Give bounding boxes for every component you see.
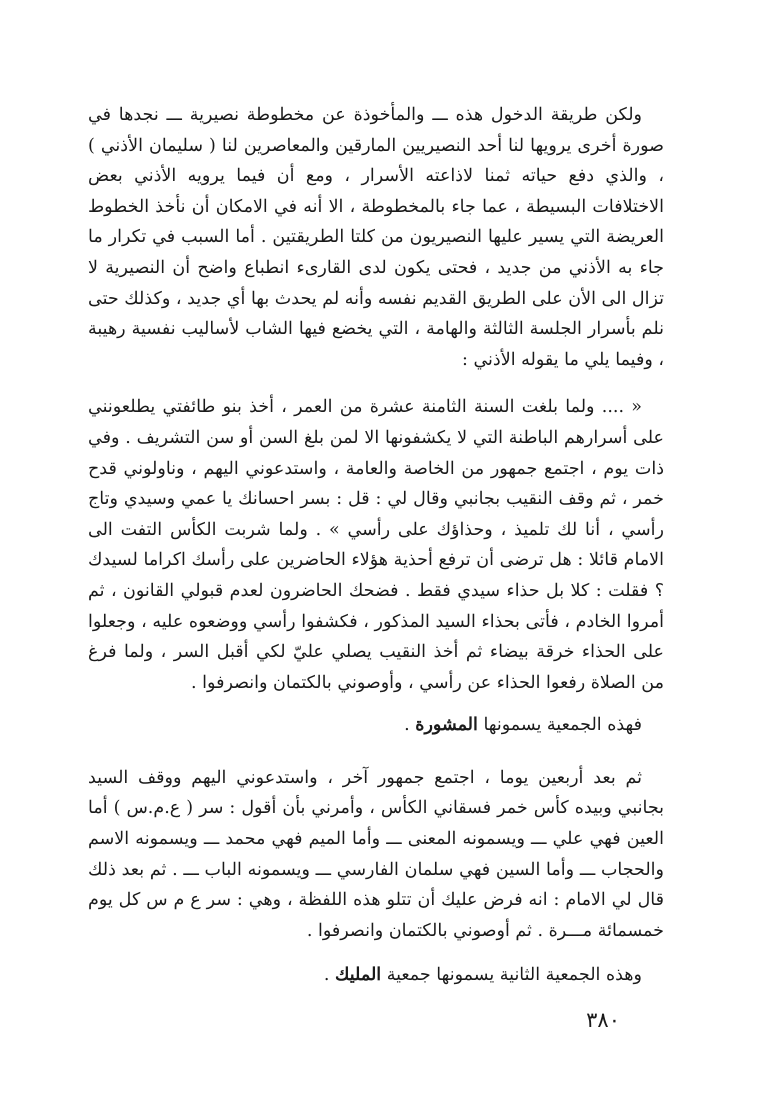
paragraph-quote: « .... ولما بلغت السنة الثامنة عشرة من العمر ، أخذ بنو طائفتي يطلعونني على أسرارهم الباطنة التي لا يكشفونها الا لمن بلغ السن أو سن التشريف . وفي ذات يوم ، اجتمع جمهور من الخاصة والعامة ، واستدعوني اليهم ، وناولوني قدح خمر ، ثم وقف النقيب بجانبي وقال لي : قل : بسر احسانك يا عمي وسيدي وتاج رأسي ، أنا لك تلميذ ، وحذاؤك على رأسي » . ولما شربت الكأس التفت الى الامام قائلا : هل ترضى أن ترفع أحذية هؤلاء الحاضرين على رأسك اكراما لسيدك ؟ فقلت : كلا بل حذاء سيدي فقط . فضحك الحاضرون لعدم قبولي القانون ، ثم أمروا الخادم ، فأتى بحذاء السيد المذكور ، فكشفوا رأسي ووضعوه عليه ، وجعلوا على الحذاء خرقة بيضاء ثم أخذ النقيب يصلي عليّ لكي أقبل السر ، ولما فرغ من الصلاة رفعوا الحذاء عن رأسي ، وأوصوني بالكتمان وانصرفوا .: [88, 397, 664, 693]
paragraph-intro: ولكن طريقة الدخول هذه ـــ والمأخوذة عن مخطوطة نصيرية ـــ نجدها في صورة أخرى يرويها لنا أحد النصيريين المارقين والمعاصرين لنا ( سليمان الأذني ) ، والذي دفع حياته ثمنا لاذاعته الأسرار ، ومع أن فيما يرويه الأذني بعض الاختلافات البسيطة ، عما جاء بالمخطوطة ، الا أنه في الامكان أن نأخذ الخطوط العريضة التي يسير عليها النصيريون من كلتا الطريقتين . أما السبب في تكرار ما جاء به الأذني من جديد ، فحتى يكون لدى القارىء انطباع واضح أن النصيرية لا تزال الى الأن على الطريق القديم نفسه وأنه لم يحدث بها أي جديد ، وكذلك حتى نلم بأسرار الجلسة الثالثة والهامة ، التي يخضع فيها الشاب لأساليب نفسية رهيبة ، وفيما يلي ما يقوله الأذني :: [88, 105, 664, 370]
note-prefix: وهذه الجمعية الثانية يسمونها جمعية: [381, 965, 642, 986]
page-number: ٣٨٠: [586, 1008, 620, 1032]
term-mashura: المشورة: [415, 715, 478, 736]
note-suffix: .: [404, 715, 416, 736]
note-suffix: .: [323, 965, 335, 986]
note-prefix: فهذه الجمعية يسمونها: [477, 715, 642, 736]
page-body: [88, 100, 664, 991]
paragraph-malik-note: [88, 960, 664, 991]
paragraph-second-assembly: ثم بعد أربعين يوما ، اجتمع جمهور آخر ، واستدعوني اليهم ووقف السيد بجانبي وبيده كأس خمر فسقاني الكأس ، وأمرني بأن أقول : سر ( ع.م.س ) أما العين فهي علي ـــ ويسمونه المعنى ـــ وأما الميم فهي محمد ـــ ويسمونه الاسم والحجاب ـــ وأما السين فهي سلمان الفارسي ـــ ويسمونه الباب ـــ . ثم بعد ذلك قال لي الامام : انه فرض عليك أن تتلو هذه اللفظة ، وهي : سر ع م س كل يوم خمسمائة مـــرة . ثم أوصوني بالكتمان وانصرفوا .: [88, 767, 664, 941]
term-malik: المليك: [335, 965, 382, 986]
paragraph-mashura-note: [88, 710, 664, 741]
